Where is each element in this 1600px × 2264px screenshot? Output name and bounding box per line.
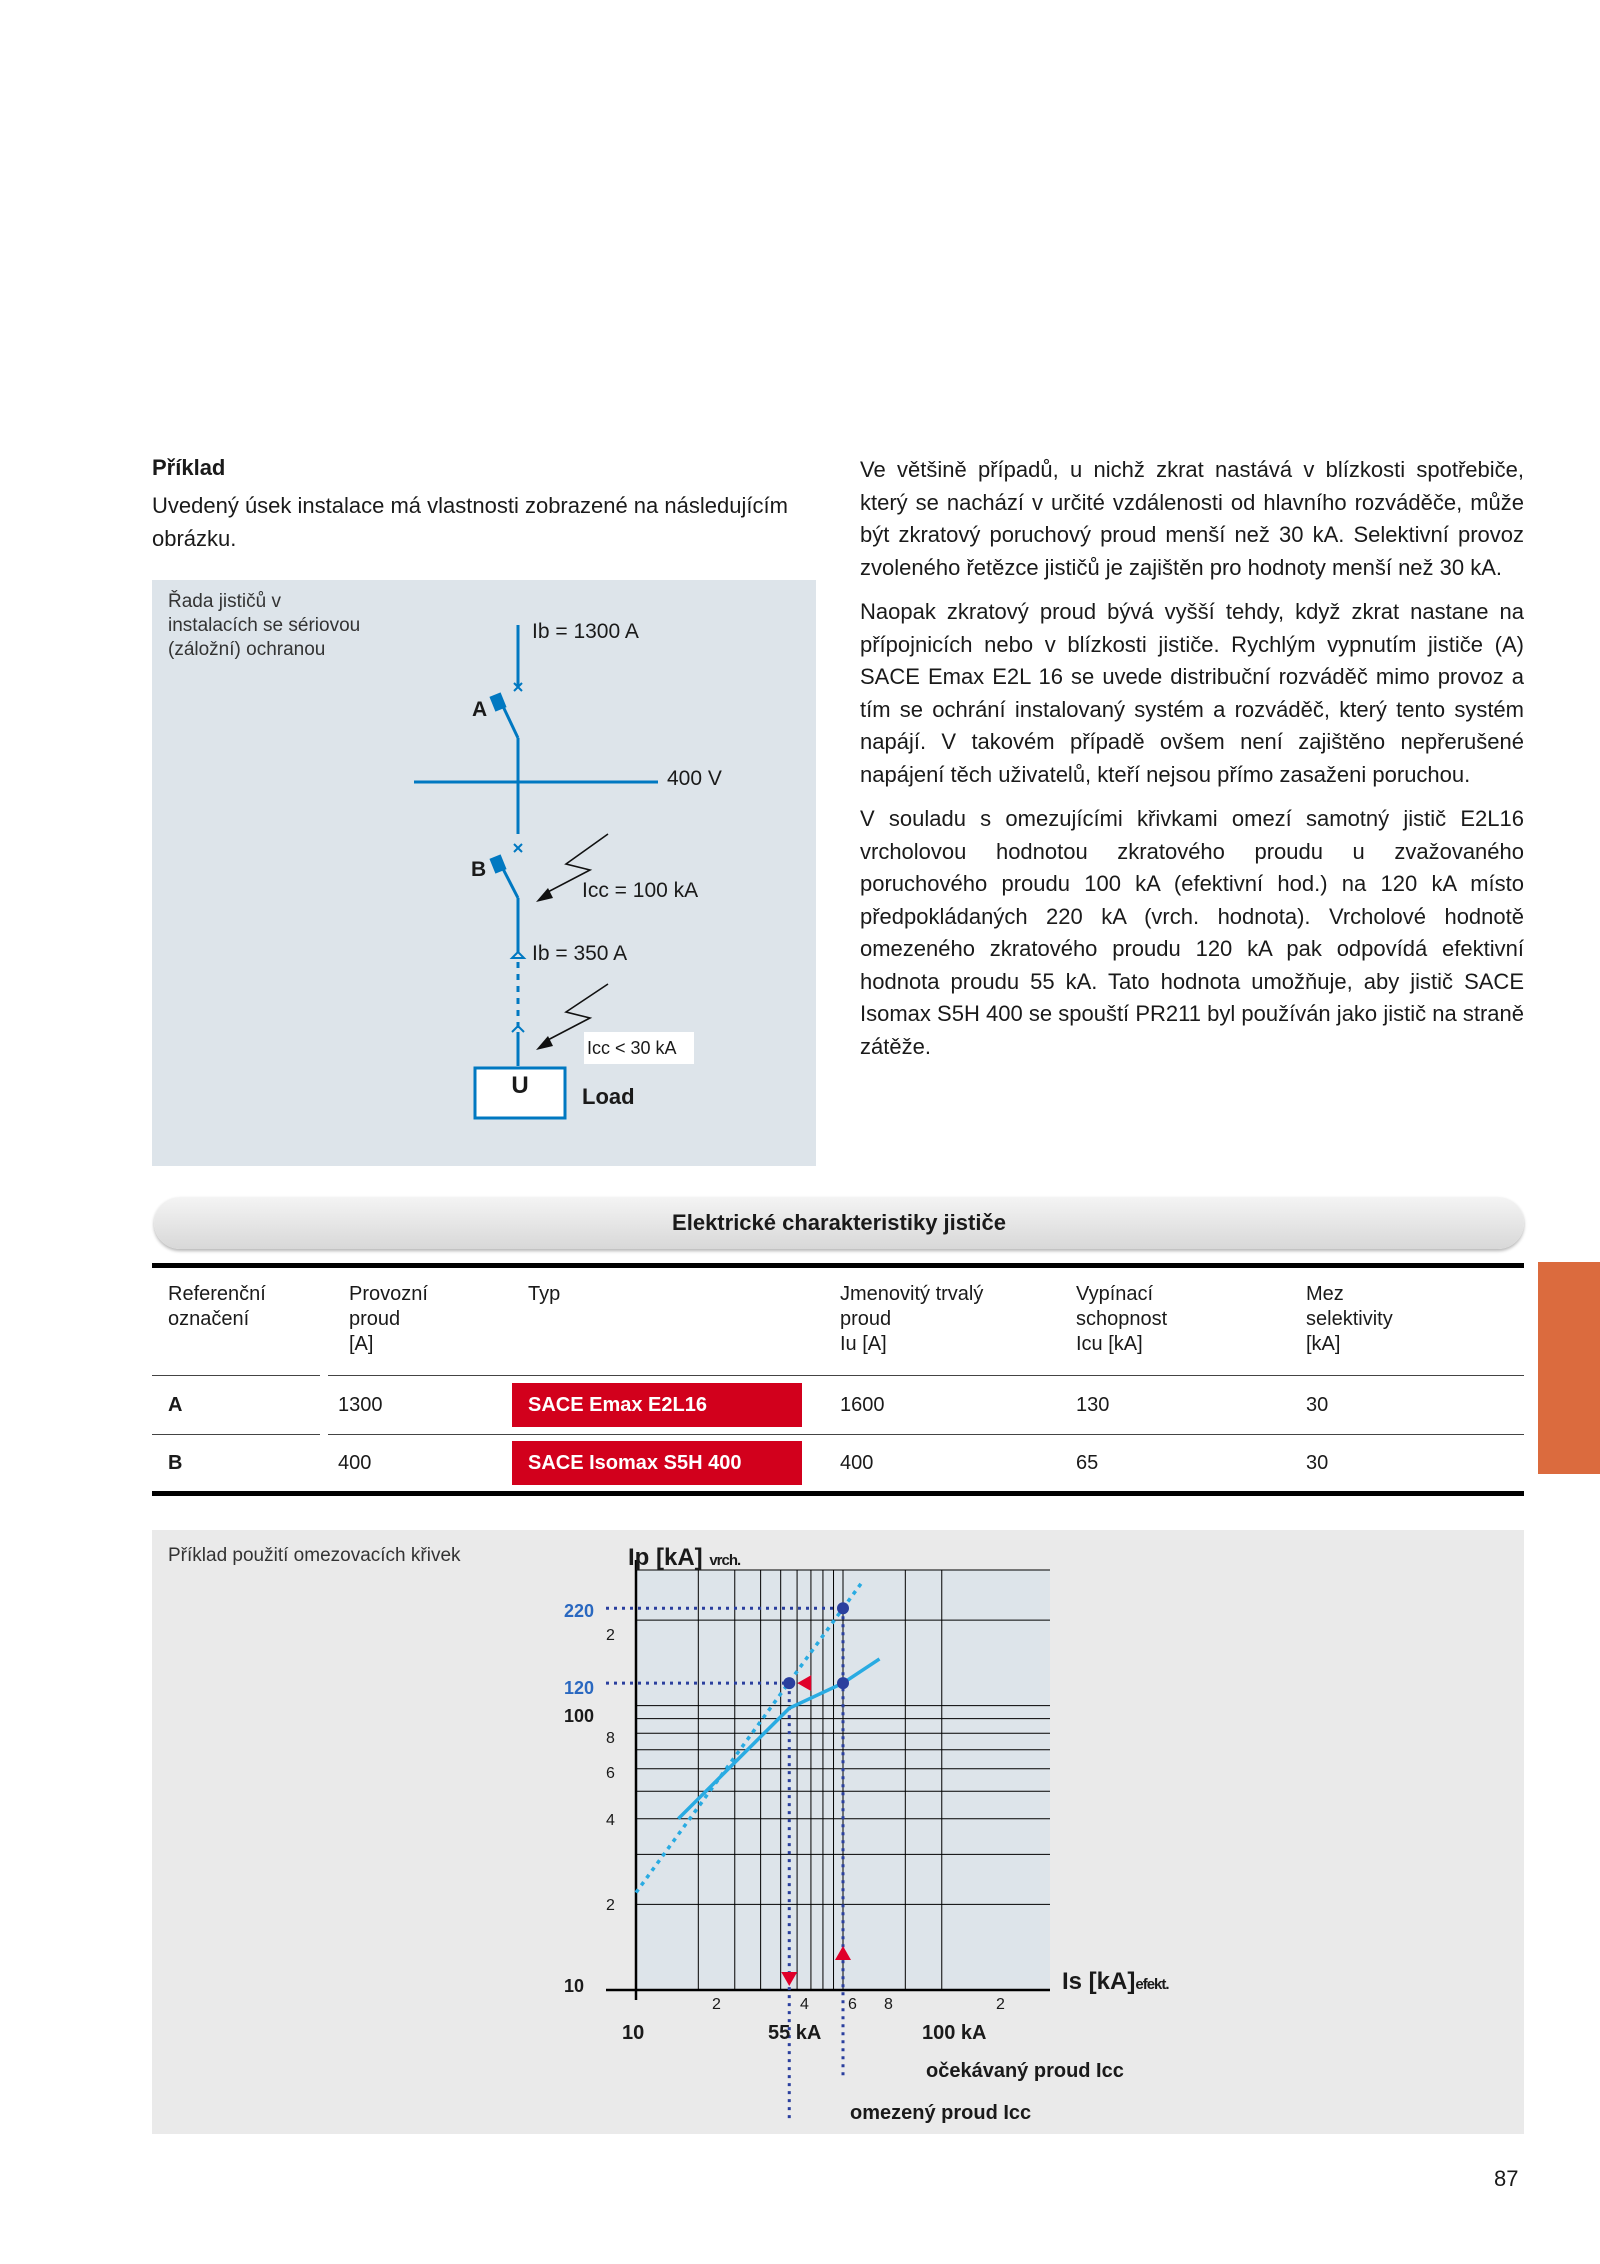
x-marker-100: 100 kA	[922, 2022, 987, 2044]
chart-caption: Příklad použití omezovacích křivek	[168, 1545, 461, 1566]
x-marker-55: 55 kA	[768, 2022, 822, 2044]
header-ref: Referenční označení	[168, 1283, 266, 1330]
x-axis-label: Is [kA]efekt.	[1062, 1968, 1169, 1995]
paragraph-2: Naopak zkratový proud bývá vyšší tehdy, když zkrat nastane na přípojnicích nebo v blízkosti jističe. Rychlým vypnutím jističe (A) SACE Emax E2L 16 se uvede distribuční rozváděč mimo provoz a tím se ochrání instalovaný systém a rozváděč, který tento systém napájí. V takovém případě ovšem není zajištěno nepřerušené napájení těch uživatelů, kteří nejsou přímo zasaženi poruchou.	[860, 599, 1524, 787]
y-marker-120: 120	[564, 1678, 595, 1698]
example-heading: Příklad	[152, 455, 226, 480]
x-tick-label: 2	[996, 1996, 1005, 2013]
highlight-point	[837, 1602, 849, 1614]
annotation-limited: omezený proud Icc	[850, 2102, 1032, 2124]
breaker-a-label: A	[472, 698, 488, 721]
voltage-label: 400 V	[667, 767, 722, 790]
x-tick-label: 6	[848, 1996, 857, 2013]
y-tick-label: 6	[606, 1765, 615, 1782]
row-a-rated: 1600	[840, 1393, 885, 1416]
ib-top-label: Ib = 1300 A	[532, 620, 639, 643]
paragraph-3: V souladu s omezujícími křivkami omezí samotný jistič E2L16 vrcholovou hodnotou zkratového proudu u zvažovaného poruchového proudu 100 kA (efektivní hod.) na 120 kA místo předpokládaných 220 kA (vrch. hodnota). Vrcholové hodnotě omezeného zkratového proudu 120 kA pak odpovídá efektivní hodnota proudu 55 kA. Tato hodnota umožňuje, aby jistič SACE Isomax S5H 400 se spouští PR211 byl používán jako jistič na straně zátěže.	[860, 806, 1524, 1059]
row-a-selectivity: 30	[1306, 1393, 1329, 1416]
y-tick-label: 10	[564, 1976, 585, 1996]
example-intro: Uvedený úsek instalace má vlastnosti zobrazené na následujícím obrázku.	[152, 493, 788, 551]
icc-main-label: Icc = 100 kA	[582, 879, 699, 902]
row-b-ref: B	[168, 1451, 183, 1474]
breaker-b-label: B	[471, 858, 487, 881]
row-b-type-badge: SACE Isomax S5H 400	[512, 1441, 802, 1485]
row-a-ref: A	[168, 1393, 183, 1416]
diagram-caption: Řada jističů v instalacích se sériovou (záložní) ochranou	[168, 591, 361, 660]
header-rated: Jmenovitý trvalý proud Iu [A]	[840, 1283, 984, 1355]
highlight-point	[783, 1677, 795, 1689]
header-selectivity: Mez selektivity [kA]	[1306, 1283, 1393, 1355]
page-number: 87	[1494, 2166, 1519, 2191]
load-label: Load	[582, 1084, 635, 1109]
header-breaking: Vypínací schopnost Icu [kA]	[1076, 1283, 1168, 1355]
annotation-expected: očekávaný proud Icc	[926, 2060, 1124, 2082]
y-marker-220: 220	[564, 1601, 595, 1621]
y-tick-label: 4	[606, 1812, 615, 1829]
row-b-selectivity: 30	[1306, 1451, 1329, 1474]
header-type: Typ	[528, 1283, 561, 1305]
y-tick-label: 2	[606, 1897, 615, 1914]
x-tick-label: 10	[622, 2022, 645, 2044]
y-axis-label: Ip [kA] vrch.	[628, 1544, 741, 1571]
y-tick-label: 100	[564, 1706, 595, 1726]
highlight-point	[837, 1677, 849, 1689]
row-a-type-badge: SACE Emax E2L16	[512, 1383, 802, 1427]
x-tick-label: 8	[884, 1996, 893, 2013]
icc-load-label: Icc < 30 kA	[587, 1038, 677, 1058]
paragraph-1: Ve většině případů, u nichž zkrat nastává v blízkosti spotřebiče, který se nachází v určité vzdálenosti od hlavního rozváděče, může být zkratový poruchový proud menší než 30 kA. Selektivní provoz zvoleného řetězce jističů je zajištěn pro hodnoty menší než 30 kA.	[860, 457, 1524, 580]
row-b-rated: 400	[840, 1451, 874, 1474]
x-tick-label: 4	[800, 1996, 809, 2013]
x-tick-label: 2	[712, 1996, 721, 2013]
header-current: Provozní proud [A]	[322, 1268, 512, 1375]
row-a-current: 1300	[338, 1393, 383, 1416]
y-tick-label: 2	[606, 1627, 615, 1644]
load-box-label: U	[511, 1072, 529, 1099]
table-title: Elektrické charakteristiky jističe	[154, 1197, 1524, 1249]
row-b-current: 400	[338, 1451, 372, 1474]
row-a-breaking: 130	[1076, 1393, 1110, 1416]
y-tick-label: 8	[606, 1730, 615, 1747]
ib-bottom-label: Ib = 350 A	[532, 942, 628, 965]
row-b-breaking: 65	[1076, 1451, 1099, 1474]
